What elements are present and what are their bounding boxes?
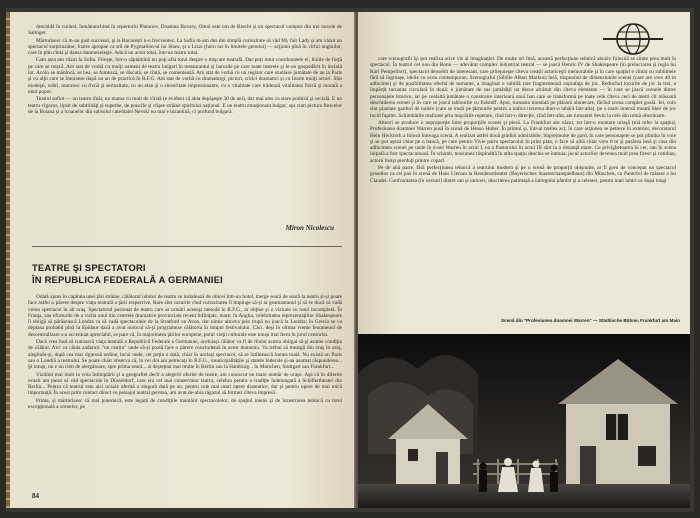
heading-line-2: ÎN REPUBLICA FEDERALĂ A GERMANIEI (32, 274, 223, 285)
author-signature: Miron Nicolescu (285, 224, 334, 232)
page-number: 84 (32, 492, 39, 500)
photo-caption: Scenă din "Profesiunea doamnei Warren" — Städtische Bühne, Frankfurt am Main (500, 318, 680, 323)
globe-icon (603, 22, 663, 56)
section-divider (32, 246, 342, 247)
stage-scene-illustration (358, 334, 690, 508)
left-page (10, 12, 356, 508)
main-paragraph: care scenografii îşi pot realiza orice vis al imaginaţiei. De multe ori însă, această perfecţiune tehnică abuziv folosită se simte prea mult în spectacol. În teatrul cel nou din Bonn — adevărat complex industrial teatral — se joacă Henric IV de Shakespeare (în prelucrarea şi regia lui Karl Pempelfort), spectacol deosebit de interesant, care prilejuieşte citeva creaţii actoriceşti memorabile şi în care spaţiul e cîntat cu sublimele fără să îngroaşe, ideile cu ecou contemporan. Scenograful (Sibille Alken Markus) însă, dispunînd de dimensiunile scenei (care are vreo 40 m adîncime) şi de posibilitatea oferită de turnante, a imaginat o subtilă rare fragmentează suprafaţa de joc. Reducînd locurile de joc la trei, a împărţit turnanta circulară în două: o jumătate de sus jumătăţii un decor alcătuit din cîteva elemente — în care se joacă scenele dintre personajele istorice, iar pe cealaltă jumătate o construire interioară unui han care se transformă pe toate cele cîteva ceci de metri cît măsoară deschiderea scenei şi în care se joacă tablourile cu Falstaff. Apoi, turnanta montată pe plăsară alunecare, făcînd scena complet goală. Iei, colo sînt plantate gardurî de nuiele (care se mută pe ţărmurile pentru a indica trecerea dintr-o tabără într-alta), pe o mare imensă tratată liber de joc lucid fupitei. Schimbările realizate prin mişcările repetate, cînd într-o direcţie, cînd într-alta, ale turnantei devin la cele din urmă obositoare. (370, 56, 676, 119)
intro-paragraph: Cam asta am văzut la Sofia. Fireşte, într-o săptămînă nu poţi afla totul despre o mişcare teatrală. Dar poţi intui coordonatele ei, liniile de forţă pe care se mişcă. Am stat de vorbă cu mulţi oameni de teatru bulgari în restaurantul şi barurile pe care toate teatrele şi le-au gospodărit în incintă lor. Acolo se mănîncă, se bea, se fumează, se discută, se cîntă, se comentează. Am stat de vorbă cu un regizor care studiase jumătate de an la Paris şi cu alţii care se întorsese după un an de practică în R.F.G. Am stat de vorbă cu dramaturgi, pictori, critici dramatici şi cu foarte mulţi actori. Sînt modeşti, sobri, muncesc cu rîvnă şi seriozitate, cu un elan şi o sinceritate impresionante, cu o vitalitate care trădează vitalitatea fizică şi morală a unui popor. (28, 57, 342, 95)
main-column (370, 56, 676, 308)
article-paragraph: Vizitînd mai mult la voia întîmplării şi a geografiei decît a alegerii oferite de teatre, am cunoscut un mare număr de oraşe. Aşa că în diferite ocazii am putut să văd spectacole în Düsseldorf, care era cel mai conservator teatru, celebru pentru o tradiţie îndelungată a Schillertheater din Berlin... Pentru că teatrul este aici ocazie oferită o singură dată pe an, pentru cele mai mari opere dramatice, dar şi pentru opere de mai mică importanţă. În acest prim contact direct cu peisajul teatral german, am avut de-abia răgazul să formez cîteva impresii. (28, 371, 342, 397)
stage-photo (358, 334, 690, 508)
article-heading (32, 262, 342, 286)
article-paragraph: Prima, şi mărturisesc că mai puternică, este legată de condiţiile montării spectacolelor, de spaţiul imens şi de înzestrarea tehnică cu totul excepţională a scenelor, pe (28, 397, 342, 411)
intro-paragraph: Teatrul sofiot — un teatru tînăr, nu mama cu mult de vîrstă (e evident că abia depăşeşte 30 de ani), dar mai ales cu stare politică şi socială. E un teatru vigoros, lipsit de subtilităţi şi superbe, de poncife şi clişee străine spiritului naţional. E un teatru emoţionant bulgar, aşa cum pictura frescelor de la Boiana şi a icoanelor din subsolul catedralei Nevski nu mai e bizantină, ci profund bulgară. (28, 96, 342, 115)
main-paragraph: Pe de altă parte, fără perfecţiunea tehnică a teatrului modern şi pe o scenă de proporţii obişnuite, ar fi greu de conceput un spectacol grandios ca cel pus în scenă de Hans Lietzau la Residenztheater (Bayerisches Staatsschauspielhaus) din München, cu Pantoful de mătase a lui Claudel. Confruntarea (în versuri) dintre om şi univers, descrierea patimaşă a întregului pămînt şi a celestei, pentru unei iubiri ce după lungi (370, 165, 676, 184)
heading-line-1: TEATRE ŞI SPECTATORI (32, 262, 146, 273)
right-page (358, 12, 690, 508)
intro-paragraph: Mărturisesc că m-au gust succesul, şi la Bucureşti n-o frecventez. La Sofia m-am dus din simplă curiozitate să văd My fair Lady şi am văzut un spectacol surprinzător, foarte apropae ca stil de Pygmalion-ul lui Shaw, şi o Lizzi (horo rar în limitele genului) — acţiunii pînă în vîrful unghiilor, care în plin cînta şi dansa dumnezeieşte. Adică un actor total, într-un teatru total. (28, 37, 342, 57)
article-paragraph: Dacă vrea însă să cunoască viaţa teatrală a Republicii Federale a Germaniei, aceluiaşi călător va fi de rîndul acesta obligat să-şi asume condiţia de călător. Aici va căuta zadarnic "un centru" unde să-şi poată face o părere concludentă în acest domeniu. Va trebui să meargă din oraş în oraş, alegîndu-şi, după cea mai rigurosă ordine, locul unde, cel puţin o dată, chiar în acelaşi spectacol, să se întîlnească lumea toată. Nu există un Paris sau o Londră a teatrului. Se poate chiar observa că, în cei doi ani petrecuţi în R.F.G., municipalităţile şi statele federale şi-au asumat răspunderea... Şi totuşi, nu e un ritm de alergătoare, spre prima seară... ai deşteptat mai multe în Berlin sau la Hamburg... în Munchen, Stuttgart sau Frankfurt... (28, 339, 342, 371)
main-paragraph: Alteori se produce o neproporţie între proporţiile scenei şi piesă. La Frankfurt am văzut, tot într-o montare uriaşă (mă refer la spaţiu), Profesiunea doamnei Warren pusă în scenă de Hesso Huber. În primul şi, într-al treilea act, în care acţiunea se petrece în exterior, decoratorul Hein Heckroth a folosit întreaga scenă. A realizat astfel două grădini admirabile, împrejmuite de gard, în care personajele se pot plimba în voie şi se pot aşeza chiar pe o bancă, pe care pentru Vivie patru spectacolul în prim plan, o face să aibă chiar vreo 8 m şi pasărea însă şi casa din adîncimea scenei pe unde în d-nei Warren în actul I, ea a Pastorului în actul III sînt la o distanţă mare. Ce privighetoarea în cer, sau în scena iniţială a fost spectaculoasă. În schimb, tensiunea răspîndită în atîta spaţiu deschis se înmuia, jocul actorilor devenea mult prea firesc şi cotidian, actorii însişi pierduţi printre copaci. (370, 119, 676, 164)
intro-column (28, 24, 342, 116)
article-paragraph: Odată ajuns în capitala unei ţări străine, călătorul iubitor de teatru se instalează de obicei într-un hotel, merge seară de seară la teatru şi-şi poate face astfel o părere despre viaţa teatrală a ţării respective. Rare sînt cazurile cînd curiozitatea îl împinge să-şi ia geamantanul şi să se ducă să vadă vreun spectacol în alt oraş. Spectatorul pasionat de teatru care ar urmări aceeaşi metodă în R.F.G., ar obţine şi o viziune cu totul incompletă. În Franţa, sau eforturile de a vizita unul din centrele dramatice provinciale recent înfiinţate, mare; în Anglia, celebritatea reprezentaţiilor Shakespeare îl obligă să părăsească Londra ca să vadă spectacolele de la Stratford on Avon, dar nimic altceva prin trupă nu joacă la Londra; în Grecia se va deplasa probabil pînă la Epidaur dacă a avut norocul să-şi programeze călătoria în timpul festivalului. Căci, deşi în ultima vreme fenomenul de descentralizare s-a accentuat apreciabil, se pare că, în majoritatea ţărilor europene, polul vieţii culturale este totuşi mai ferm în jurul centrului. (28, 294, 342, 338)
article-column (28, 294, 342, 490)
intro-paragraph: deschidă în curând, înmănunchind în repertoriu Platonov, Doamna Bovary, Omul este om de Brecht şi un spectacol compus din trei nuvele de Salinger. (28, 24, 342, 37)
open-book (6, 8, 694, 512)
